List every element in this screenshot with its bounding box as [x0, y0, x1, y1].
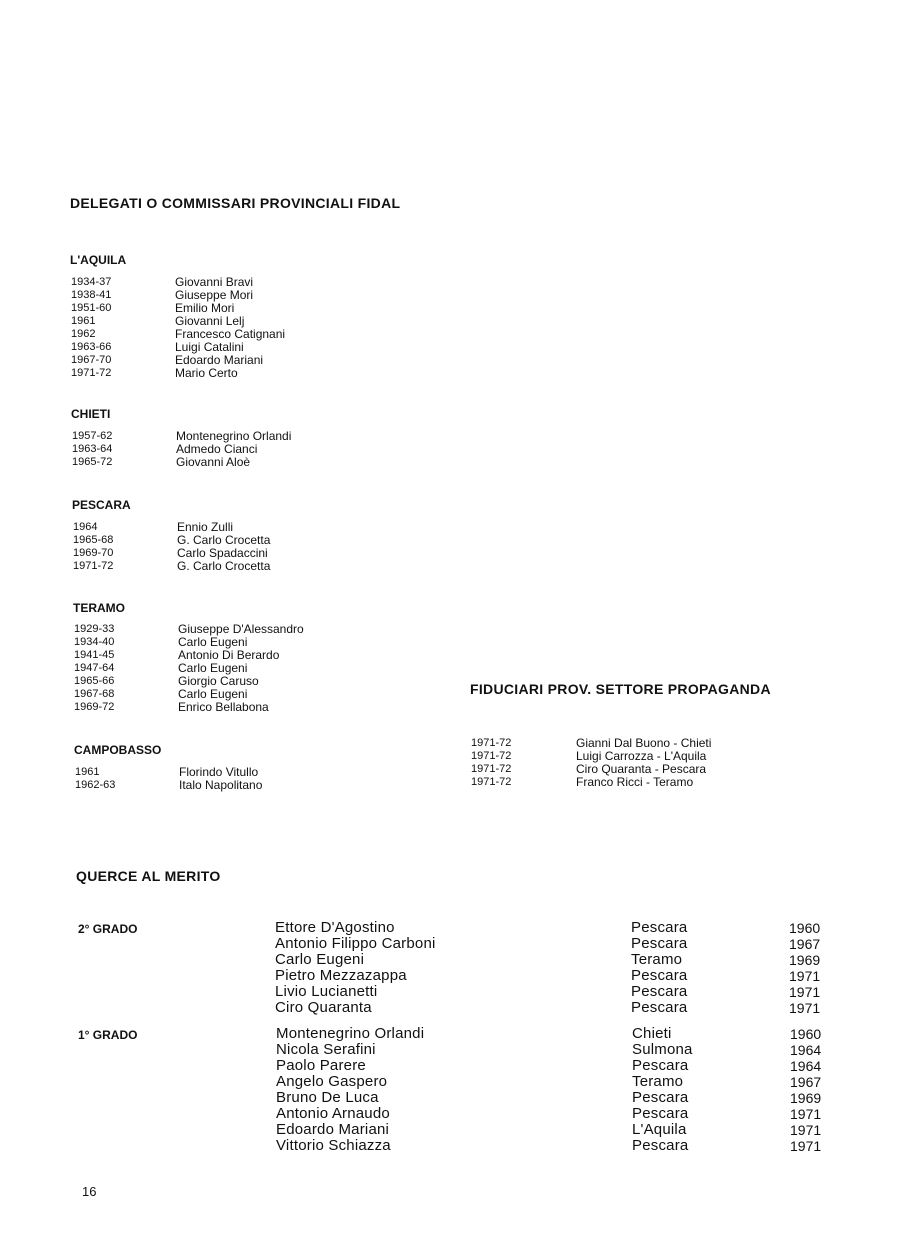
person-name: Ettore D'Agostino: [275, 919, 395, 936]
person-name: Emilio Mori: [175, 301, 235, 315]
person-name: Paolo Parere: [276, 1057, 366, 1074]
years: 1971-72: [73, 560, 114, 572]
person-name: Giovanni Bravi: [175, 275, 254, 289]
person-name: Antonio Filippo Carboni: [275, 935, 436, 952]
years: 1961: [71, 315, 96, 327]
person-name: G. Carlo Crocetta: [177, 559, 271, 573]
years: 1934-40: [74, 636, 115, 648]
city: Teramo: [631, 951, 683, 968]
person-name: Antonio Di Berardo: [178, 648, 280, 662]
person-name: Montenegrino Orlandi: [276, 1025, 425, 1042]
person-name: Luigi Catalini: [175, 340, 244, 354]
person-name: Ciro Quaranta - Pescara: [576, 762, 707, 776]
year: 1967: [790, 1074, 822, 1090]
city: Chieti: [632, 1025, 672, 1042]
person-name: Carlo Eugeni: [178, 687, 248, 701]
years: 1965-66: [74, 675, 115, 687]
province-title: CAMPOBASSO: [74, 743, 162, 757]
year: 1969: [790, 1090, 822, 1106]
province-title: L'AQUILA: [70, 253, 127, 267]
city: Pescara: [632, 1137, 689, 1154]
years: 1951-60: [71, 302, 112, 314]
grade-label: 2° GRADO: [78, 922, 138, 936]
person-name: Ciro Quaranta: [275, 999, 372, 1016]
province-title: CHIETI: [71, 407, 111, 421]
years: 1971-72: [71, 367, 112, 379]
city: L'Aquila: [632, 1121, 687, 1138]
city: Pescara: [632, 1057, 689, 1074]
years: 1957-62: [72, 430, 113, 442]
years: 1967-70: [71, 354, 112, 366]
year: 1971: [789, 968, 821, 984]
city: Pescara: [631, 983, 688, 1000]
person-name: Ennio Zulli: [177, 520, 234, 534]
person-name: Edoardo Mariani: [175, 353, 264, 367]
person-name: Carlo Eugeni: [178, 661, 248, 675]
years: 1962-63: [75, 779, 116, 791]
person-name: Luigi Carrozza - L'Aquila: [576, 749, 707, 763]
city: Pescara: [632, 1105, 689, 1122]
city: Pescara: [631, 935, 688, 952]
year: 1967: [789, 936, 821, 952]
person-name: Franco Ricci - Teramo: [576, 775, 694, 789]
person-name: Edoardo Mariani: [276, 1121, 390, 1138]
year: 1971: [789, 984, 821, 1000]
person-name: Giovanni Lelj: [175, 314, 245, 328]
years: 1969-72: [74, 701, 115, 713]
main-title: DELEGATI O COMMISSARI PROVINCIALI FIDAL: [70, 195, 401, 211]
year: 1960: [790, 1026, 822, 1042]
grade-label: 1° GRADO: [78, 1028, 138, 1042]
province-title: PESCARA: [72, 498, 131, 512]
years: 1971-72: [471, 763, 512, 775]
person-name: Bruno De Luca: [276, 1089, 379, 1106]
years: 1969-70: [73, 547, 114, 559]
person-name: Giovanni Aloè: [176, 455, 251, 469]
year: 1960: [789, 920, 821, 936]
city: Sulmona: [632, 1041, 693, 1058]
years: 1964: [73, 521, 98, 533]
person-name: Florindo Vitullo: [179, 765, 259, 779]
years: 1963-64: [72, 443, 113, 455]
person-name: Gianni Dal Buono - Chieti: [576, 736, 712, 750]
year: 1964: [790, 1058, 822, 1074]
city: Pescara: [631, 919, 688, 936]
person-name: Carlo Eugeni: [275, 951, 365, 968]
city: Teramo: [632, 1073, 684, 1090]
person-name: Vittorio Schiazza: [276, 1137, 391, 1154]
city: Pescara: [632, 1089, 689, 1106]
years: 1971-72: [471, 776, 512, 788]
years: 1961: [75, 766, 100, 778]
years: 1967-68: [74, 688, 115, 700]
years: 1965-68: [73, 534, 114, 546]
person-name: Giuseppe D'Alessandro: [178, 622, 304, 636]
year: 1971: [790, 1122, 822, 1138]
years: 1965-72: [72, 456, 113, 468]
person-name: Admedo Cianci: [176, 442, 258, 456]
year: 1971: [789, 1000, 821, 1016]
year: 1971: [790, 1106, 822, 1122]
person-name: Carlo Spadaccini: [177, 546, 268, 560]
years: 1962: [71, 328, 96, 340]
year: 1971: [790, 1138, 822, 1154]
person-name: Montenegrino Orlandi: [176, 429, 292, 443]
city: Pescara: [631, 967, 688, 984]
person-name: Pietro Mezzazappa: [275, 967, 407, 984]
years: 1938-41: [71, 289, 112, 301]
years: 1929-33: [74, 623, 115, 635]
person-name: Italo Napolitano: [179, 778, 263, 792]
person-name: Giorgio Caruso: [178, 674, 259, 688]
section-title: FIDUCIARI PROV. SETTORE PROPAGANDA: [470, 681, 771, 697]
years: 1934-37: [71, 276, 112, 288]
years: 1947-64: [74, 662, 115, 674]
person-name: Mario Certo: [175, 366, 238, 380]
person-name: Enrico Bellabona: [178, 700, 269, 714]
person-name: Nicola Serafini: [276, 1041, 376, 1058]
section-title: QUERCE AL MERITO: [76, 868, 221, 884]
person-name: Carlo Eugeni: [178, 635, 248, 649]
years: 1971-72: [471, 750, 512, 762]
page-number: 16: [82, 1184, 97, 1199]
person-name: Livio Lucianetti: [275, 983, 378, 1000]
person-name: Francesco Catignani: [175, 327, 286, 341]
years: 1971-72: [471, 737, 512, 749]
person-name: Angelo Gaspero: [276, 1073, 388, 1090]
person-name: G. Carlo Crocetta: [177, 533, 271, 547]
years: 1963-66: [71, 341, 112, 353]
year: 1964: [790, 1042, 822, 1058]
province-title: TERAMO: [73, 601, 125, 615]
city: Pescara: [631, 999, 688, 1016]
person-name: Antonio Arnaudo: [276, 1105, 390, 1122]
person-name: Giuseppe Mori: [175, 288, 254, 302]
year: 1969: [789, 952, 821, 968]
years: 1941-45: [74, 649, 115, 661]
